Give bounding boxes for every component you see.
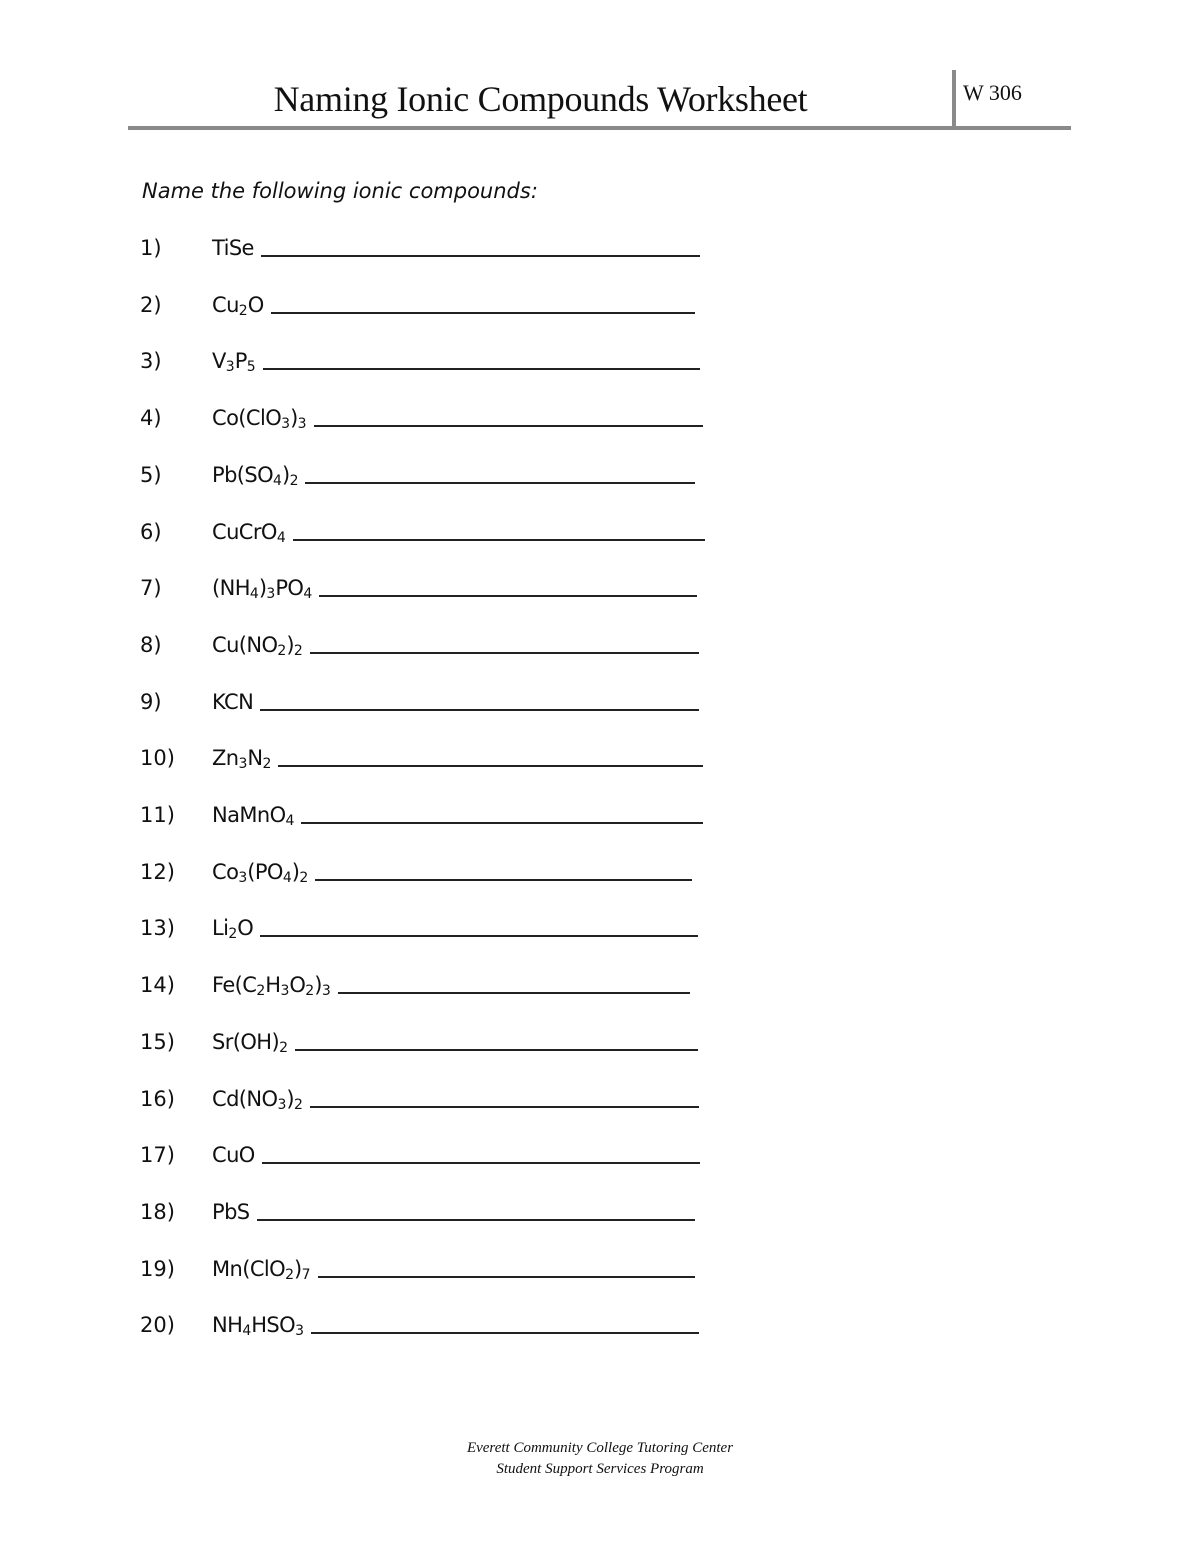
answer-blank[interactable]	[260, 935, 698, 937]
answer-blank[interactable]	[262, 1162, 700, 1164]
answer-blank[interactable]	[257, 1219, 695, 1221]
instructions: Name the following ionic compounds:	[142, 179, 538, 203]
answer-blank[interactable]	[271, 312, 695, 314]
answer-blank[interactable]	[310, 1106, 699, 1108]
chemical-formula: $Fe(C_2H_3O_2)_3$	[212, 973, 331, 1000]
question-number: 16)	[140, 1086, 175, 1111]
question-item	[140, 230, 700, 266]
question-number: 4)	[140, 406, 162, 431]
question-item	[140, 570, 697, 606]
chemical-formula: $Zn_3N_2$	[212, 746, 272, 773]
question-item	[140, 514, 705, 550]
question-item	[140, 910, 698, 946]
answer-blank[interactable]	[278, 765, 703, 767]
chemical-formula: $Cd(NO_3)_2$	[212, 1086, 303, 1113]
chemical-formula: NaMnO$_4$	[212, 803, 295, 829]
answer-blank[interactable]	[315, 879, 692, 881]
question-number: 13)	[140, 916, 175, 941]
question-number: 20)	[140, 1313, 175, 1338]
footer	[0, 1438, 1200, 1480]
answer-blank[interactable]	[311, 1332, 699, 1334]
question-number: 17)	[140, 1143, 175, 1168]
question-number: 6)	[140, 519, 162, 544]
question-number: 8)	[140, 632, 162, 657]
question-number: 19)	[140, 1256, 175, 1281]
header-divider	[952, 70, 956, 128]
answer-blank[interactable]	[310, 652, 699, 654]
chemical-formula: $Pb(SO_4)_2$	[212, 462, 299, 489]
answer-blank[interactable]	[263, 368, 700, 370]
question-number: 9)	[140, 689, 162, 714]
answer-blank[interactable]	[261, 255, 700, 257]
chemical-formula: $Li_2O$	[212, 916, 254, 943]
answer-blank[interactable]	[319, 595, 697, 597]
question-item	[140, 1194, 695, 1230]
question-number: 12)	[140, 859, 175, 884]
question-number: 18)	[140, 1199, 175, 1224]
answer-blank[interactable]	[314, 425, 703, 427]
answer-blank[interactable]	[338, 992, 690, 994]
question-item	[140, 457, 695, 493]
chemical-formula: $Sr(OH)_2$	[212, 1029, 288, 1056]
question-item	[140, 343, 700, 379]
header-rule	[128, 126, 1071, 130]
page-title: Naming Ionic Compounds Worksheet	[273, 79, 808, 119]
question-item	[140, 400, 703, 436]
question-number: 15)	[140, 1029, 175, 1054]
question-number: 14)	[140, 973, 175, 998]
chemical-formula: CuCrO$_4$	[212, 519, 286, 546]
question-number: 10)	[140, 746, 175, 771]
chemical-formula: $Mn(ClO_2)_7$	[212, 1256, 311, 1283]
question-item	[140, 1251, 695, 1287]
chemical-formula: $Co(ClO_3)_3$	[212, 406, 307, 433]
chemical-formula: $Cu(NO_2)_2$	[212, 632, 303, 659]
chemical-formula: $NH_4HSO_3$	[212, 1313, 305, 1340]
question-item	[140, 1024, 698, 1060]
chemical-formula: $Cu_2O$	[212, 292, 264, 319]
footer-line-1: Everett Community College Tutoring Center	[466, 1440, 734, 1456]
question-number: 3)	[140, 349, 162, 374]
question-number: 2)	[140, 292, 162, 317]
question-item	[140, 684, 699, 720]
question-item	[140, 1081, 699, 1117]
question-item	[140, 740, 703, 776]
answer-blank[interactable]	[301, 822, 703, 824]
question-item	[140, 797, 703, 833]
question-item	[140, 1137, 700, 1173]
chemical-formula: KCN	[212, 689, 254, 714]
question-number: 7)	[140, 576, 162, 601]
chemical-formula: $V_3P_5$	[212, 349, 256, 376]
chemical-formula: $Co_3(PO_4)_2$	[212, 859, 309, 886]
answer-blank[interactable]	[318, 1276, 696, 1278]
footer-line-2: Student Support Services Program	[496, 1461, 704, 1477]
answer-blank[interactable]	[295, 1049, 698, 1051]
question-number: 5)	[140, 462, 162, 487]
question-item	[140, 967, 690, 1003]
chemical-formula: PbS	[212, 1199, 250, 1224]
chemical-formula: TiSe	[212, 236, 254, 260]
question-item	[140, 854, 692, 890]
question-number: 1)	[140, 236, 162, 260]
question-item	[140, 627, 699, 663]
question-number: 11)	[140, 803, 175, 827]
answer-blank[interactable]	[293, 539, 705, 541]
question-item	[140, 1307, 699, 1343]
worksheet-code: W 306	[963, 80, 1022, 105]
answer-blank[interactable]	[260, 709, 699, 711]
chemical-formula: $(NH_4)_3PO_4$	[212, 576, 313, 603]
question-item	[140, 287, 695, 323]
chemical-formula: CuO	[212, 1143, 255, 1168]
answer-blank[interactable]	[305, 482, 695, 484]
